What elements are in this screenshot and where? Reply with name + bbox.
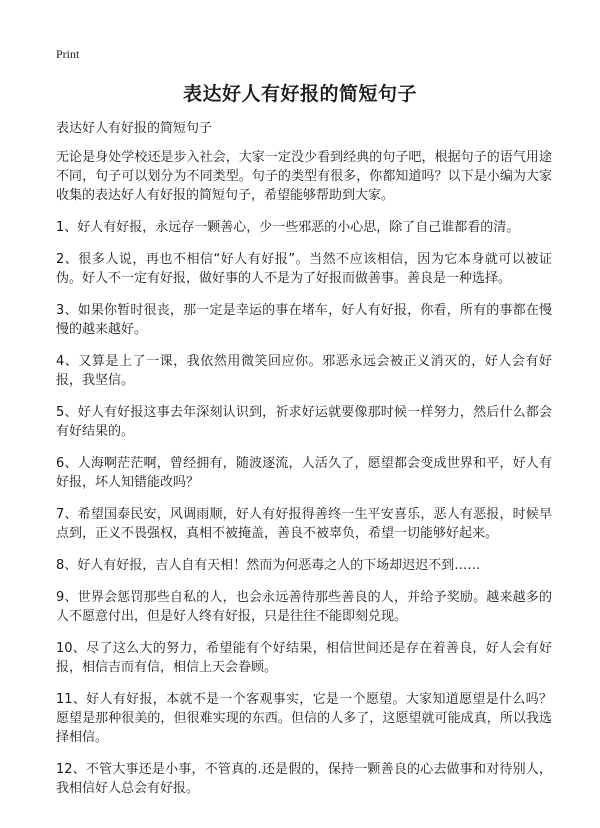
sentence-item: 10、尽了这么大的努力，希望能有个好结果，相信世间还是存在着善良，好人会有好报，相信吉而有信，相信上天会眷顾。 <box>56 641 552 675</box>
sentence-item: 12、不管大事还是小事，不管真的.还是假的，保持一颗善良的心去做事和对待别人，我相信好人总会有好报。 <box>56 762 552 796</box>
sentence-item: 8、好人有好报，吉人自有天相！然而为何恶毒之人的下场却迟迟不到…… <box>56 558 481 573</box>
article-body <box>56 120 552 811</box>
sentence-item: 11、好人有好报，本就不是一个客观事实，它是一个愿望。大家知道愿望是什么吗？愿望是那种很美的，但很难实现的东西。但信的人多了，这愿望就可能成真，所以我选择相信。 <box>56 692 552 745</box>
page-title: 表达好人有好报的简短句子 <box>182 83 417 105</box>
article-subtitle: 表达好人有好报的简短句子 <box>56 121 213 136</box>
intro-paragraph: 无论是身处学校还是步入社会，大家一定没少看到经典的句子吧，根据句子的语气用途不同，句子可以划分为不同类型。句子的类型有很多，你都知道吗？以下是小编为大家收集的表达好人有好报的简短句子，希望能够帮助到大家。 <box>56 150 552 203</box>
print-link[interactable]: Print <box>56 47 80 61</box>
sentence-item: 4、又算是上了一课，我依然用微笑回应你。邪恶永远会被正义消灭的，好人会有好报，我坚信。 <box>56 354 552 388</box>
sentence-item: 9、世界会惩罚那些自私的人，也会永远善待那些善良的人，并给予奖励。越来越多的人不愿意付出，但是好人终有好报，只是往往不能即刻兑现。 <box>56 590 552 624</box>
sentence-item: 2、很多人说，再也不相信“好人有好报”。当然不应该相信，因为它本身就可以被证伪。好人不一定有好报，做好事的人不是为了好报而做善事。善良是一种选择。 <box>56 252 552 286</box>
sentence-item: 7、希望国泰民安，风调雨顺，好人有好报得善终一生平安喜乐，恶人有恶报，时候早点到，正义不畏强权，真相不被掩盖，善良不被辜负，希望一切能够好起来。 <box>56 507 552 541</box>
sentence-item: 6、人海啊茫茫啊，曾经拥有，随波逐流，人活久了，愿望都会变成世界和平，好人有好报，坏人知错能改吗？ <box>56 456 552 490</box>
sentence-item: 1、好人有好报，永远存一颗善心，少一些邪恶的小心思，除了自己谁都看的清。 <box>56 220 520 235</box>
sentence-item: 3、如果你暂时很丧，那一定是幸运的事在堵车，好人有好报，你看，所有的事都在慢慢的越来越好。 <box>56 303 552 337</box>
sentence-item: 5、好人有好报这事去年深刻认识到，祈求好运就要像那时候一样努力，然后什么都会有好结果的。 <box>56 405 552 439</box>
